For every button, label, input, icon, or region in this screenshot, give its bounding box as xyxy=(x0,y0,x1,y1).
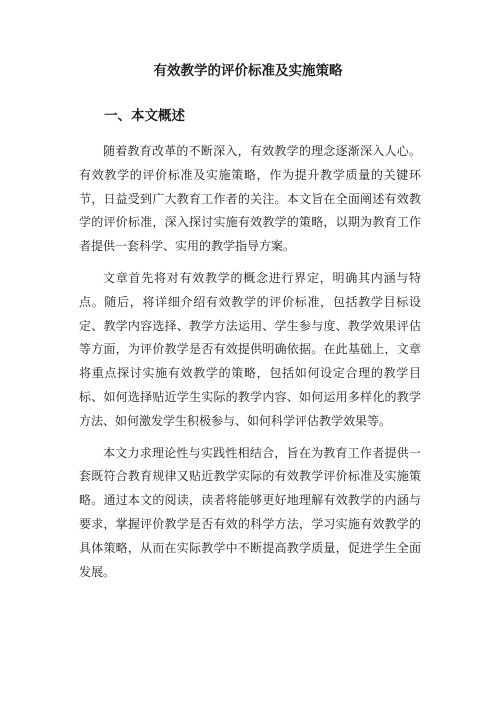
paragraph-3: 本文力求理论性与实践性相结合，旨在为教育工作者提供一套既符合教育规律又贴近教学实际的有效教学评价标准及实施策略。通过本文的阅读，读者将能够更好地理解有效教学的内涵与要求，掌握评价教学是否有效的科学方法，学习实施有效教学的具体策略，从而在实际教学中不断提高教学质量，促进学生全面发展。 xyxy=(79,445,421,579)
paragraph-1: 随着教育改革的不断深入，有效教学的理念逐渐深入人心。有效教学的评价标准及实施策略，作为提升教学质量的关键环节，日益受到广大教育工作者的关注。本文旨在全面阐述有效教学的评价标准，深入探讨实施有效教学的策略，以期为教育工作者提供一套科学、实用的教学指导方案。 xyxy=(79,144,421,254)
section-heading: 一、本文概述 xyxy=(104,108,185,124)
paragraph-2: 文章首先将对有效教学的概念进行界定，明确其内涵与特点。随后，将详细介绍有效教学的评价标准，包括教学目标设定、教学内容选择、教学方法运用、学生参与度、教学效果评估等方面，为评价教学是否有效提供明确依据。在此基础上，文章将重点探讨实施有效教学的策略，包括如何设定合理的教学目标、如何选择贴近学生实际的教学内容、如何运用多样化的教学方法、如何激发学生积极参与、如何科学评估教学效果等。 xyxy=(79,270,421,428)
document-title: 有效教学的评价标准及实施策略 xyxy=(153,63,343,79)
document-body xyxy=(79,140,421,592)
